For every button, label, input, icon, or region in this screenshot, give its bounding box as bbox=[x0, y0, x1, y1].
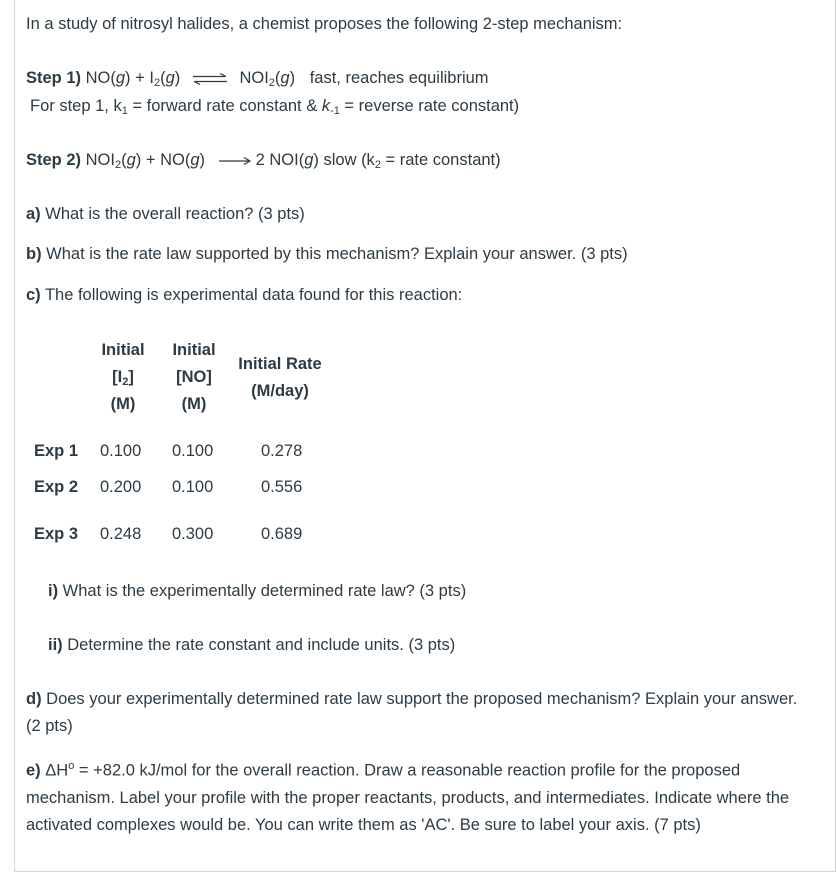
row-label: Exp 3 bbox=[34, 525, 79, 543]
detail-k: k bbox=[321, 97, 331, 115]
content-frame bbox=[14, 0, 836, 872]
header-text: ] bbox=[128, 368, 134, 386]
subscript: 2 bbox=[374, 159, 381, 171]
step2-note: slow (k bbox=[318, 151, 375, 169]
header-line: (M) bbox=[110, 395, 136, 413]
cell-no: 0.100 bbox=[172, 442, 214, 460]
paren: ) bbox=[199, 151, 206, 169]
paren: ) bbox=[125, 69, 131, 87]
question-label: d) bbox=[26, 690, 42, 708]
paren: ) bbox=[174, 69, 181, 87]
cell-no: 0.300 bbox=[172, 525, 214, 543]
cell-no: 0.100 bbox=[172, 478, 214, 496]
paren: ) bbox=[289, 69, 296, 87]
question-c bbox=[26, 284, 462, 306]
detail-text: For step 1, k bbox=[30, 97, 122, 115]
question-d bbox=[26, 686, 811, 740]
subscript: 2 bbox=[268, 77, 275, 89]
header-no bbox=[166, 337, 222, 418]
cell-rate: 0.556 bbox=[261, 478, 303, 496]
header-rate bbox=[232, 351, 328, 405]
question-e bbox=[26, 753, 811, 839]
question-text: The following is experimental data found for this reaction: bbox=[40, 286, 463, 304]
step2-note: = rate constant) bbox=[380, 151, 501, 169]
question-label: i) bbox=[48, 582, 59, 600]
header-line: (M) bbox=[181, 395, 207, 413]
paren: ) bbox=[313, 151, 319, 169]
question-text: What is the experimentally determined rate law? (3 pts) bbox=[58, 582, 467, 600]
header-text: [I bbox=[112, 368, 123, 386]
question-text: = +82.0 kJ/mol for the overall reaction. Draw a reasonable reaction profile for the proposed mechanism. Label your profile with the proper reactants, products, and intermediates. Indicate where the activated complexes would be. You can write them as 'AC'. Be sure to label your axis. (7 pts) bbox=[26, 761, 790, 834]
cell-i2: 0.248 bbox=[100, 525, 142, 543]
detail-text: = reverse rate constant) bbox=[339, 97, 520, 115]
cell-rate: 0.278 bbox=[261, 442, 303, 460]
header-line: Initial bbox=[101, 341, 145, 359]
cell-i2: 0.200 bbox=[100, 478, 142, 496]
plus: + bbox=[130, 69, 150, 87]
superscript: o bbox=[68, 760, 75, 772]
paren: ) bbox=[135, 151, 142, 169]
question-label: ii) bbox=[48, 636, 63, 654]
step1-reactant-i2: I bbox=[149, 69, 154, 87]
subscript: 2 bbox=[153, 77, 161, 89]
equilibrium-arrow-icon bbox=[191, 73, 229, 85]
step2-reactant-noi2: NOI bbox=[85, 151, 115, 169]
state-g: g bbox=[280, 69, 290, 87]
subscript: -1 bbox=[330, 105, 340, 117]
step1-detail bbox=[30, 95, 519, 117]
step1-reactant-no: NO( bbox=[85, 69, 116, 87]
step2-label: Step 2) bbox=[26, 151, 82, 169]
question-label: b) bbox=[26, 245, 42, 263]
step1-note: fast, reaches equilibrium bbox=[309, 69, 489, 87]
question-label: c) bbox=[26, 286, 41, 304]
question-label: a) bbox=[26, 205, 41, 223]
question-text: What is the rate law supported by this mechanism? Explain your answer. (3 pts) bbox=[41, 245, 628, 263]
intro-text: In a study of nitrosyl halides, a chemist proposes the following 2-step mechanism: bbox=[26, 15, 623, 33]
question-text: Determine the rate constant and include units. (3 pts) bbox=[62, 636, 456, 654]
question-b bbox=[26, 243, 628, 265]
header-i2 bbox=[96, 337, 150, 418]
row-label: Exp 1 bbox=[34, 442, 79, 460]
question-a bbox=[26, 203, 305, 225]
state-g: g bbox=[126, 151, 136, 169]
header-line: Initial Rate bbox=[238, 355, 322, 373]
step1-equation: Step 1) $NO(g) + I_2(g)$ $NOI_2(g)$ fast, reaches equilibrium bbox=[26, 69, 489, 89]
step2-product: 2 NOI( bbox=[255, 151, 305, 169]
step1-product: NOI bbox=[239, 69, 269, 87]
detail-text: = forward rate constant & bbox=[127, 97, 322, 115]
step2-equation: Step 2) $NOI_2(g) + NO(g)$ 2 NOI(g) slow ($k_2$ = rate constant) bbox=[26, 151, 501, 171]
cell-i2: 0.100 bbox=[100, 442, 142, 460]
step1-label: Step 1) bbox=[26, 69, 82, 87]
state-g: g bbox=[304, 151, 314, 169]
subquestion-ii bbox=[48, 634, 455, 656]
step2-reactant-no: + NO( bbox=[141, 151, 191, 169]
header-line: Initial bbox=[172, 341, 216, 359]
state-g: g bbox=[190, 151, 200, 169]
subscript: 2 bbox=[122, 376, 129, 388]
delta-h: ΔH bbox=[40, 761, 69, 780]
question-text: Does your experimentally determined rate law support the proposed mechanism? Explain your answer. (2 pts) bbox=[26, 690, 798, 735]
subquestion-i bbox=[48, 580, 466, 602]
cell-rate: 0.689 bbox=[261, 525, 303, 543]
subscript: 2 bbox=[114, 159, 122, 171]
question-label: e) bbox=[26, 761, 41, 780]
header-line bbox=[96, 364, 150, 391]
header-line: [NO] bbox=[176, 368, 212, 386]
forward-arrow-icon bbox=[218, 156, 252, 166]
subscript: 1 bbox=[121, 105, 128, 117]
question-text: What is the overall reaction? (3 pts) bbox=[40, 205, 305, 223]
state-g: g bbox=[115, 69, 126, 87]
row-label: Exp 2 bbox=[34, 478, 79, 496]
state-g: g bbox=[165, 69, 175, 87]
header-line: (M/day) bbox=[251, 382, 309, 400]
